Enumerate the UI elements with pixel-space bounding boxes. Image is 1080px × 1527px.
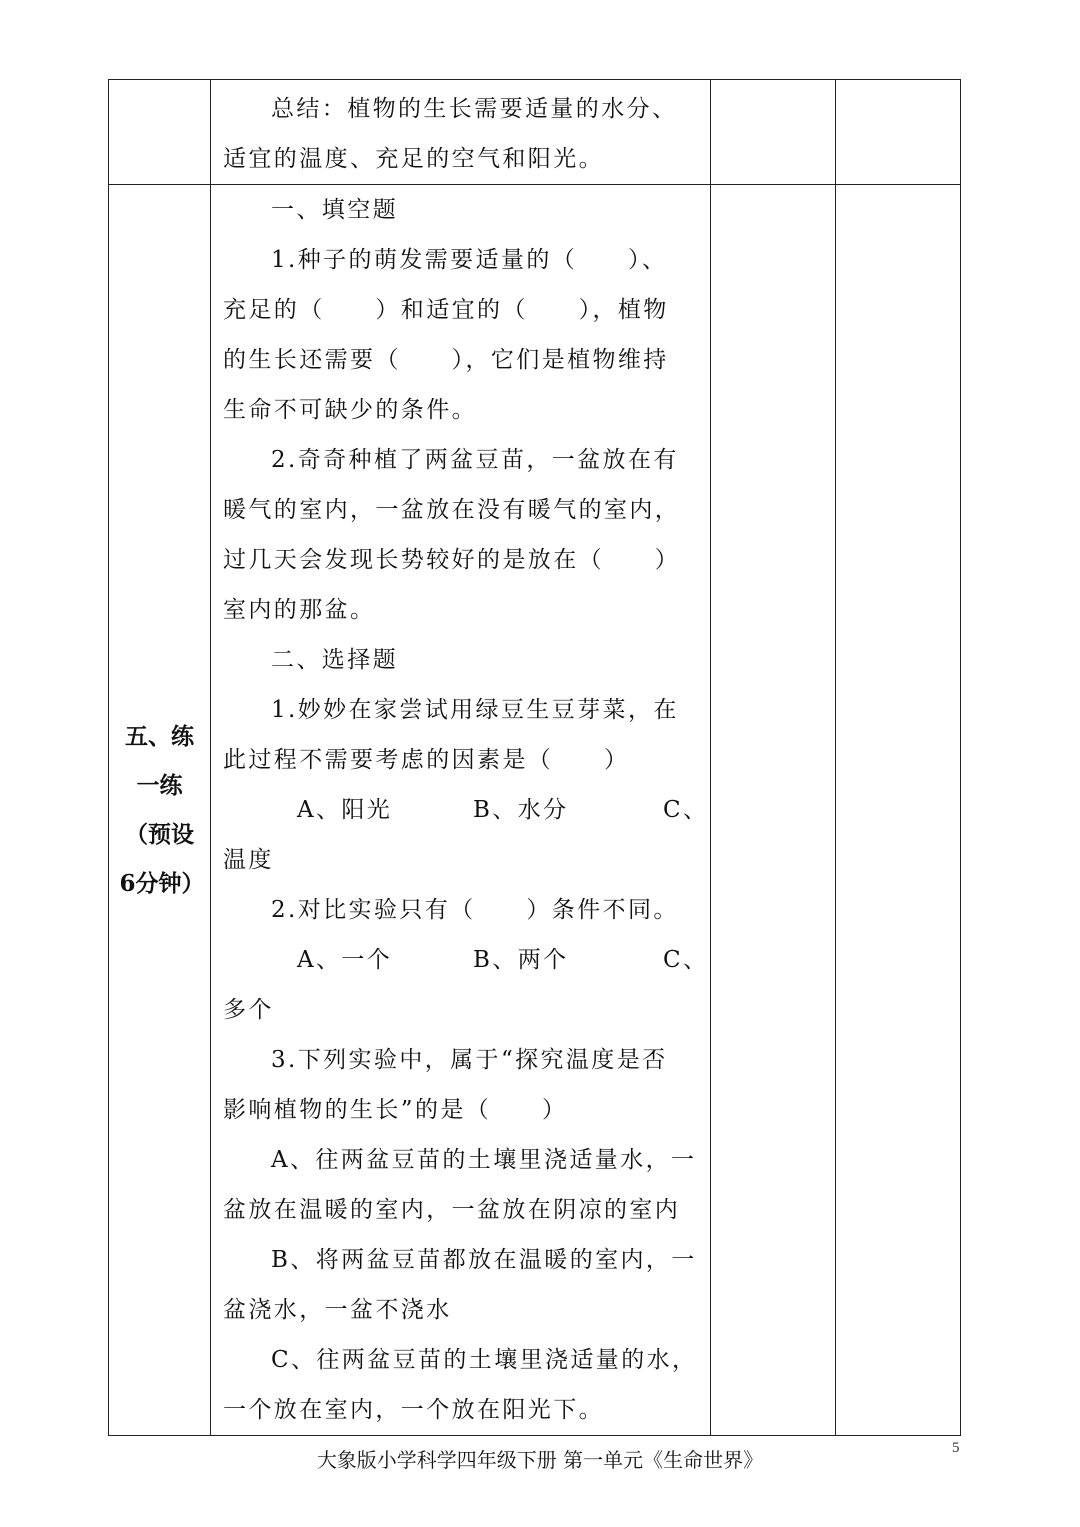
- teacher-activity-cell: [711, 185, 836, 1436]
- mc1-option-c-continued: 温度: [223, 847, 274, 873]
- fill-blank-section-title: 一、填空题: [271, 197, 398, 223]
- fill-q2-line-4: 室内的那盆。: [223, 597, 376, 623]
- stage-cell-empty: [109, 80, 211, 185]
- mc3-option-a-line-1: A、往两盆豆苗的土壤里浇适量水，一: [271, 1147, 697, 1173]
- mc1-line-1: 1.妙妙在家尝试用绿豆生豆芽菜，在: [271, 697, 679, 723]
- mc3-option-b-line-2: 盆浇水，一盆不浇水: [223, 1297, 452, 1323]
- table-row-summary: [109, 80, 961, 185]
- mc3-option-c-line-1: C、往两盆豆苗的土壤里浇适量的水，: [271, 1347, 698, 1373]
- mc3-option-c-line-2: 一个放在室内，一个放在阳光下。: [223, 1397, 604, 1423]
- practice-content-cell: [211, 185, 711, 1436]
- fill-q1-line-4: 生命不可缺少的条件。: [223, 397, 477, 423]
- mc3-option-a-line-2: 盆放在温暖的室内，一盆放在阴凉的室内: [223, 1197, 681, 1223]
- fill-q2-line-2: 暖气的室内，一盆放在没有暖气的室内，: [223, 497, 681, 523]
- summary-line-1: 总结：植物的生长需要适量的水分、: [271, 96, 678, 122]
- mc1-options: [223, 785, 709, 835]
- fill-q2-line-3: 过几天会发现长势较好的是放在（ ）: [223, 547, 681, 573]
- mc2-option-b: B、两个: [473, 947, 569, 973]
- table-row-practice: [109, 185, 961, 1436]
- mc3-line-1: 3.下列实验中，属于“探究温度是否: [271, 1047, 668, 1073]
- mc2-option-c: C、: [663, 947, 709, 973]
- summary-content-cell: [211, 80, 711, 185]
- page-number: 5: [952, 1440, 960, 1456]
- mc2-options: [223, 935, 709, 985]
- fill-q1-line-2: 充足的（ ）和适宜的（ ），植物: [223, 297, 669, 323]
- stage-label: 五、练一练（预设6分钟）: [119, 723, 205, 897]
- mc2-line: 2.对比实验只有（ ）条件不同。: [271, 897, 679, 923]
- mc2-option-c-continued: 多个: [223, 997, 274, 1023]
- fill-q1-line-1: 1.种子的萌发需要适量的（ ）、: [271, 247, 668, 273]
- mc1-option-a: A、阳光: [297, 797, 393, 823]
- mc1-line-2: 此过程不需要考虑的因素是（ ）: [223, 747, 630, 773]
- mc1-option-b: B、水分: [473, 797, 569, 823]
- notes-cell: [836, 80, 961, 185]
- fill-q2-line-1: 2.奇奇种植了两盆豆苗，一盆放在有: [271, 447, 679, 473]
- summary-line-2: 适宜的温度、充足的空气和阳光。: [223, 146, 604, 172]
- fill-q1-line-3: 的生长还需要（ ），它们是植物维持: [223, 347, 669, 373]
- mc3-option-b-line-1: B、将两盆豆苗都放在温暖的室内，一: [271, 1247, 697, 1273]
- teacher-activity-cell: [711, 80, 836, 185]
- mc3-line-2: 影响植物的生长”的是（ ）: [223, 1097, 568, 1123]
- footer-title: 大象版小学科学四年级下册 第一单元《生命世界》: [316, 1448, 764, 1472]
- mc1-option-c: C、: [663, 797, 709, 823]
- notes-cell: [836, 185, 961, 1436]
- mc2-option-a: A、一个: [297, 947, 393, 973]
- stage-cell: [109, 185, 211, 1436]
- lesson-plan-table: [108, 79, 961, 1436]
- choice-section-title: 二、选择题: [271, 647, 398, 673]
